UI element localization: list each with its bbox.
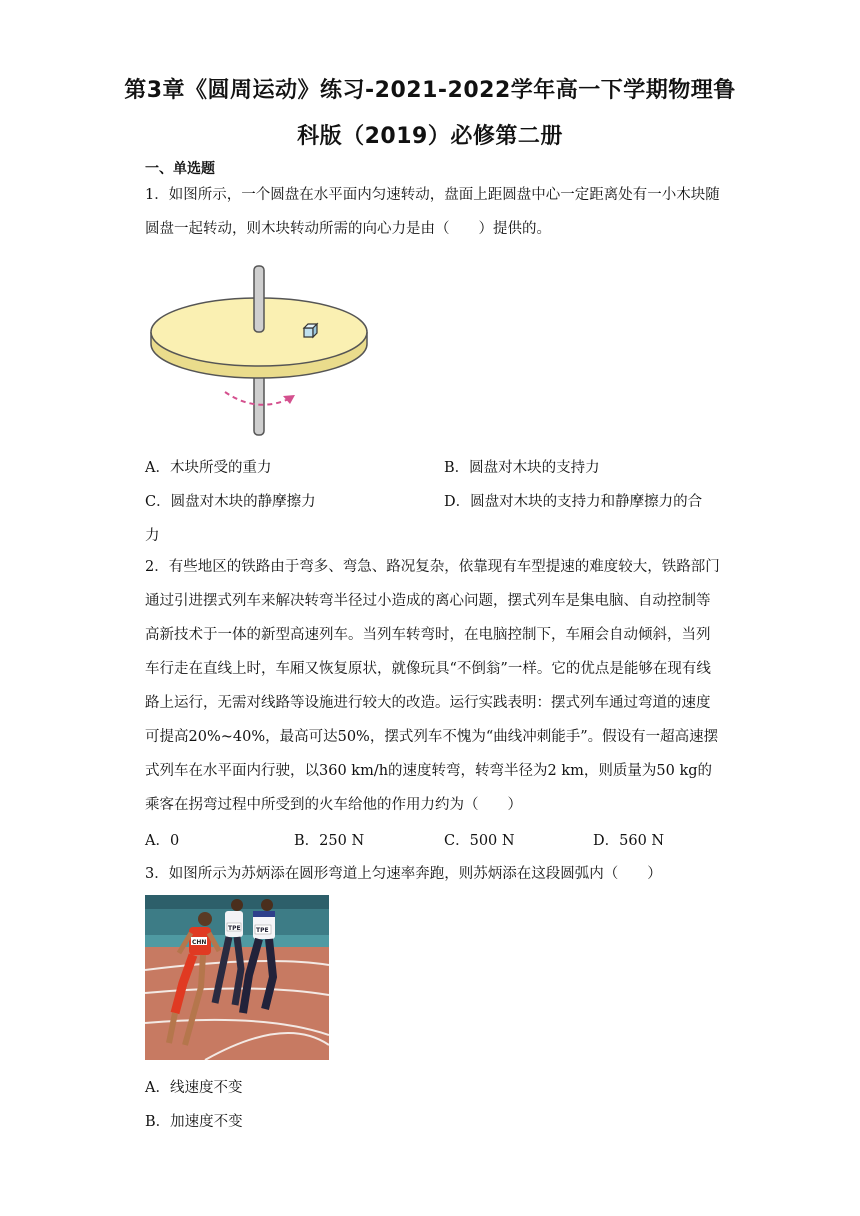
question-1-text: 1．如图所示，一个圆盘在水平面内匀速转动，盘面上距圆盘中心一定距离处有一小木块随圆盘一起转动，则木块转动所需的向心力是由（ ）提供的。 — [145, 187, 720, 237]
bib-chn-text: CHN — [192, 939, 207, 946]
q2-option-a: A．0 — [145, 833, 180, 849]
q2-option-d: D．560 N — [593, 833, 665, 849]
bib-tpe-text-1: TPE — [228, 925, 241, 932]
section-heading: 一、单选题 — [145, 161, 215, 177]
wooden-block-icon — [304, 324, 317, 337]
document-title-line1: 第3章《圆周运动》练习-2021-2022学年高一下学期物理鲁 — [124, 78, 736, 103]
q1-option-a: A．木块所受的重力 — [145, 460, 272, 476]
q1-option-b: B．圆盘对木块的支持力 — [444, 460, 600, 476]
q2-option-b: B．250 N — [294, 833, 365, 849]
sprinter-photo — [145, 895, 329, 1060]
q1-option-d: D．圆盘对木块的支持力和静摩擦力的合 — [444, 494, 703, 510]
q3-option-b: B．加速度不变 — [145, 1114, 243, 1130]
q1-option-d-continued: 力 — [145, 528, 160, 544]
document-title-line2: 科版（2019）必修第二册 — [297, 124, 563, 149]
q2-option-c: C．500 N — [444, 833, 515, 849]
rotating-disk-figure — [145, 262, 375, 442]
q3-option-a: A．线速度不变 — [145, 1080, 243, 1096]
question-2-text: 2．有些地区的铁路由于弯多、弯急、路况复杂，依靠现有车型提速的难度较大，铁路部门通过引进摆式列车来解决转弯半径过小造成的离心问题，摆式列车是集电脑、自动控制等高新技术于一体的新型高速列车。当列车转弯时，在电脑控制下，车厢会自动倾斜，当列车行走在直线上时，车厢又恢复原状，就像玩具“不倒翁”一样。它的优点是能够在现有线路上运行，无需对线路等设施进行较大的改造。运行实践表明：摆式列车通过弯道的速度可提高20%~40%，最高可达50%，摆式列车不愧为“曲线冲刺能手”。假设有一超高速摆式列车在水平面内行驶，以360 km/h的速度转弯，转弯半径为2 km，则质量为50 kg的乘客在拐弯过程中所受到的火车给他的作用力约为（ ） — [145, 559, 720, 813]
question-3-text: 3．如图所示为苏炳添在圆形弯道上匀速率奔跑，则苏炳添在这段圆弧内（ ） — [145, 866, 662, 882]
bib-tpe-text-2: TPE — [256, 927, 269, 934]
q1-option-c: C．圆盘对木块的静摩擦力 — [145, 494, 316, 510]
